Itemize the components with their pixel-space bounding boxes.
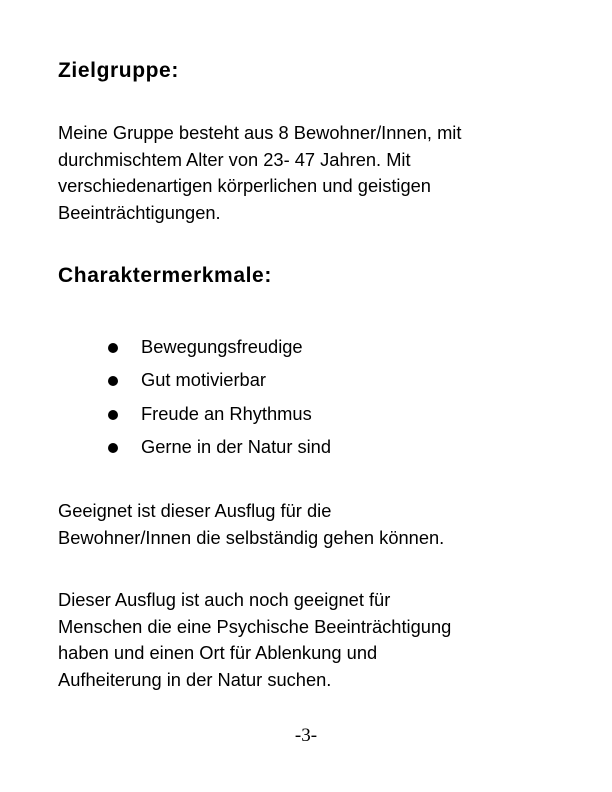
text-line: durchmischtem Alter von 23- 47 Jahren. Mit — [58, 148, 411, 170]
page-number: -3- — [294, 725, 318, 746]
paragraph-eignung — [58, 498, 578, 551]
text-line: Aufheiterung in der Natur suchen. — [58, 668, 332, 690]
text-line: haben und einen Ort für Ablenkung und — [58, 642, 378, 663]
bullet-icon — [108, 343, 118, 353]
paragraph-psychisch — [58, 587, 578, 693]
text-line: Dieser Ausflug ist auch noch geeignet für — [58, 589, 391, 610]
list-item-label: Gerne in der Natur sind — [141, 436, 332, 458]
bullet-icon — [108, 376, 118, 386]
text-line: Geeignet ist dieser Ausflug für die — [58, 500, 332, 521]
bullet-icon — [108, 410, 118, 420]
heading-zielgruppe: Zielgruppe: — [58, 59, 179, 82]
heading-charaktermerkmale: Charaktermerkmale: — [58, 264, 272, 287]
bullet-icon — [108, 443, 118, 453]
list-item-label: Gut motivierbar — [141, 369, 266, 391]
list-item-label: Freude an Rhythmus — [141, 402, 312, 424]
list-item-label: Bewegungsfreudige — [141, 336, 303, 357]
text-line: Beeinträchtigungen. — [58, 201, 221, 223]
text-line: Menschen die eine Psychische Beeinträchtigung — [58, 615, 452, 637]
text-line: Meine Gruppe besteht aus 8 Bewohner/Innen, mit — [58, 122, 462, 143]
paragraph-zielgruppe — [58, 120, 578, 226]
text-line: Bewohner/Innen die selbständig gehen können. — [58, 526, 445, 548]
text-line: verschiedenartigen körperlichen und geistigen — [58, 175, 431, 196]
